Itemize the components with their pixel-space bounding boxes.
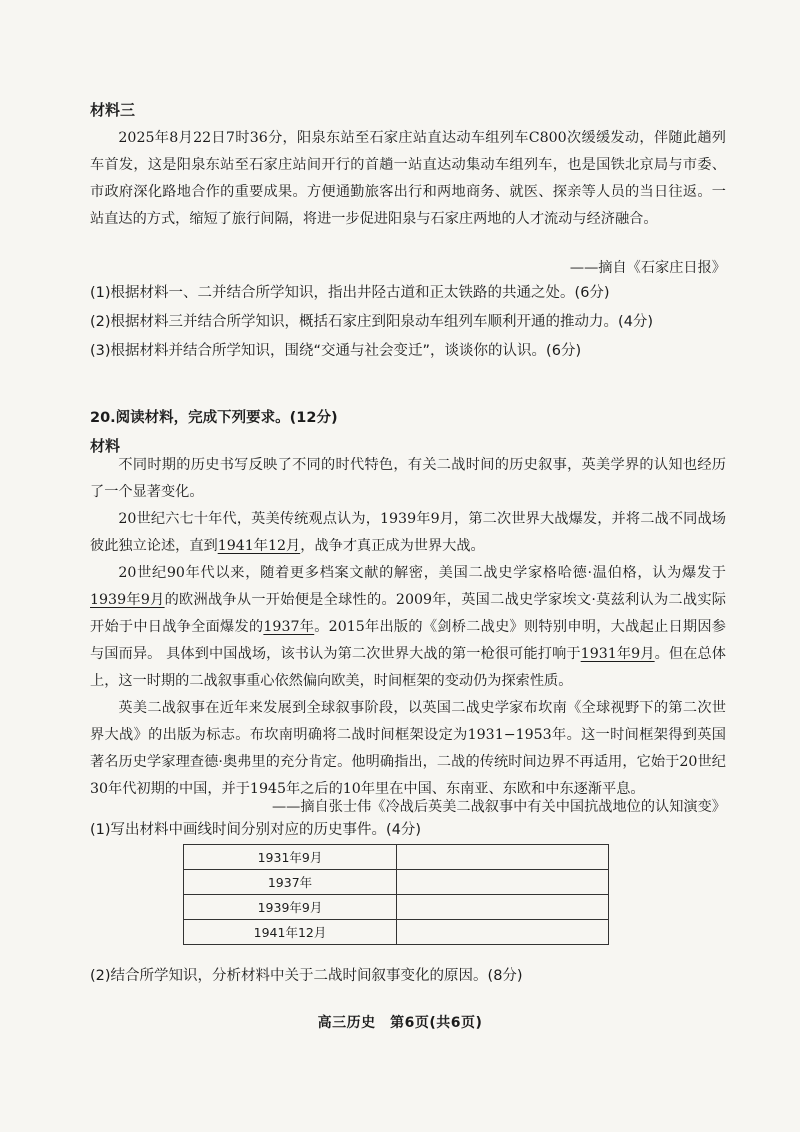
question-20-material-body: [90, 452, 726, 803]
q19-subquestion-3: (3)根据材料并结合所学知识，围绕“交通与社会变迁”，谈谈你的认识。(6分): [90, 343, 582, 359]
material-3-heading: 材料三: [90, 101, 136, 119]
underlined-date-1941-12: 1941年12月: [217, 538, 301, 554]
table-date-cell: 1939年9月: [184, 895, 397, 920]
q20-paragraph-2: 20世纪六七十年代，英美传统观点认为，1939年9月，第二次世界大战爆发，并将二战不同战场彼此独立论述，直到1941年12月，战争才真正成为世界大战。: [90, 511, 726, 554]
question-19-subquestions: [90, 279, 726, 366]
underlined-date-1939-9: 1939年9月: [90, 592, 165, 608]
q20-paragraph-4: 英美二战叙事在近年来发展到全球叙事阶段，以英国二战史学家布坎南《全球视野下的第二次世界大战》的出版为标志。布坎南明确将二战时间框架设定为1931−1953年。这一时间框架得到英国著名历史学家理查德·奥弗里的充分肯定。他明确指出，二战的传统时间边界不再适用，它始于20世纪30年代初期的中国，并于1945年之后的10年里在中国、东南亚、东欧和中东逐渐平息。: [90, 700, 726, 797]
q20-subquestion-2: (2)结合所学知识，分析材料中关于二战时间叙事变化的原因。(8分): [90, 968, 523, 984]
question-20-q2-wrap: [90, 962, 726, 991]
table-answer-cell[interactable]: [397, 870, 609, 895]
question-20-material-heading: 材料: [90, 437, 121, 455]
table-row: [184, 895, 609, 920]
q20-paragraph-1: 不同时期的历史书写反映了不同的时代特色，有关二战时间的历史叙事，英美学界的认知也经历了一个显著变化。: [90, 457, 726, 500]
question-20-title-wrap: [90, 404, 726, 457]
table-date-cell: 1931年9月: [184, 845, 397, 870]
table-row: [184, 870, 609, 895]
table-date-cell: 1937年: [184, 870, 397, 895]
material-3-section: [90, 99, 726, 121]
table-answer-cell[interactable]: [397, 920, 609, 945]
table-row: [184, 920, 609, 945]
q20-paragraph-3: 20世纪90年代以来，随着更多档案文献的解密，美国二战史学家格哈德·温伯格，认为爆发于1939年9月的欧洲战争从一开始便是全球性的。2009年，英国二战史学家埃文·莫兹利认为二战实际开始于中日战争全面爆发的1937年。2015年出版的《剑桥二战史》则特别申明，大战起止日期因参与国而异。 具体到中国战场，该书认为第二次世界大战的第一枪很可能打响于1931年9月。但在总体上，这一时期的二战叙事重心依然偏向欧美，时间框架的变动仍为探索性质。: [90, 565, 726, 689]
material-3-paragraph: 2025年8月22日7时36分，阳泉东站至石家庄站直达动车组列车C800次缓缓发动，伴随此趟列车首发，这是阳泉东站至石家庄站间开行的首趟一站直达动集动车组列车，也是国铁北京局与市委、市政府深化路地合作的重要成果。方便通勤旅客出行和两地商务、就医、探亲等人员的当日往返。一站直达的方式，缩短了旅行间隔，将进一步促进阳泉与石家庄两地的人才流动与经济融合。: [90, 130, 726, 227]
underlined-date-1931-9: 1931年9月: [580, 646, 655, 662]
answer-table: [183, 844, 609, 945]
q19-subquestion-2: (2)根据材料三并结合所学知识，概括石家庄到阳泉动车组列车顺利开通的推动力。(4分): [90, 314, 654, 330]
q19-subquestion-1: (1)根据材料一、二并结合所学知识，指出井陉古道和正太铁路的共通之处。(6分): [90, 285, 610, 301]
question-20-title: 20.阅读材料，完成下列要求。(12分): [90, 410, 338, 426]
table-answer-cell[interactable]: [397, 845, 609, 870]
material-3-body: [90, 125, 726, 233]
question-20-q1-wrap: [90, 816, 726, 845]
table-date-cell: 1941年12月: [184, 920, 397, 945]
table-answer-cell[interactable]: [397, 895, 609, 920]
q20-subquestion-1: (1)写出材料中画线时间分别对应的历史事件。(4分): [90, 822, 422, 838]
question-20-source: ——摘自张士伟《冷战后英美二战叙事中有关中国抗战地位的认知演变》: [271, 799, 726, 815]
material-3-source: ——摘自《石家庄日报》: [569, 260, 726, 276]
material-3-source-wrap: [90, 255, 726, 282]
underlined-date-1937: 1937年: [263, 619, 315, 635]
page-footer: 高三历史 第6页(共6页): [317, 1015, 483, 1031]
table-row: [184, 845, 609, 870]
